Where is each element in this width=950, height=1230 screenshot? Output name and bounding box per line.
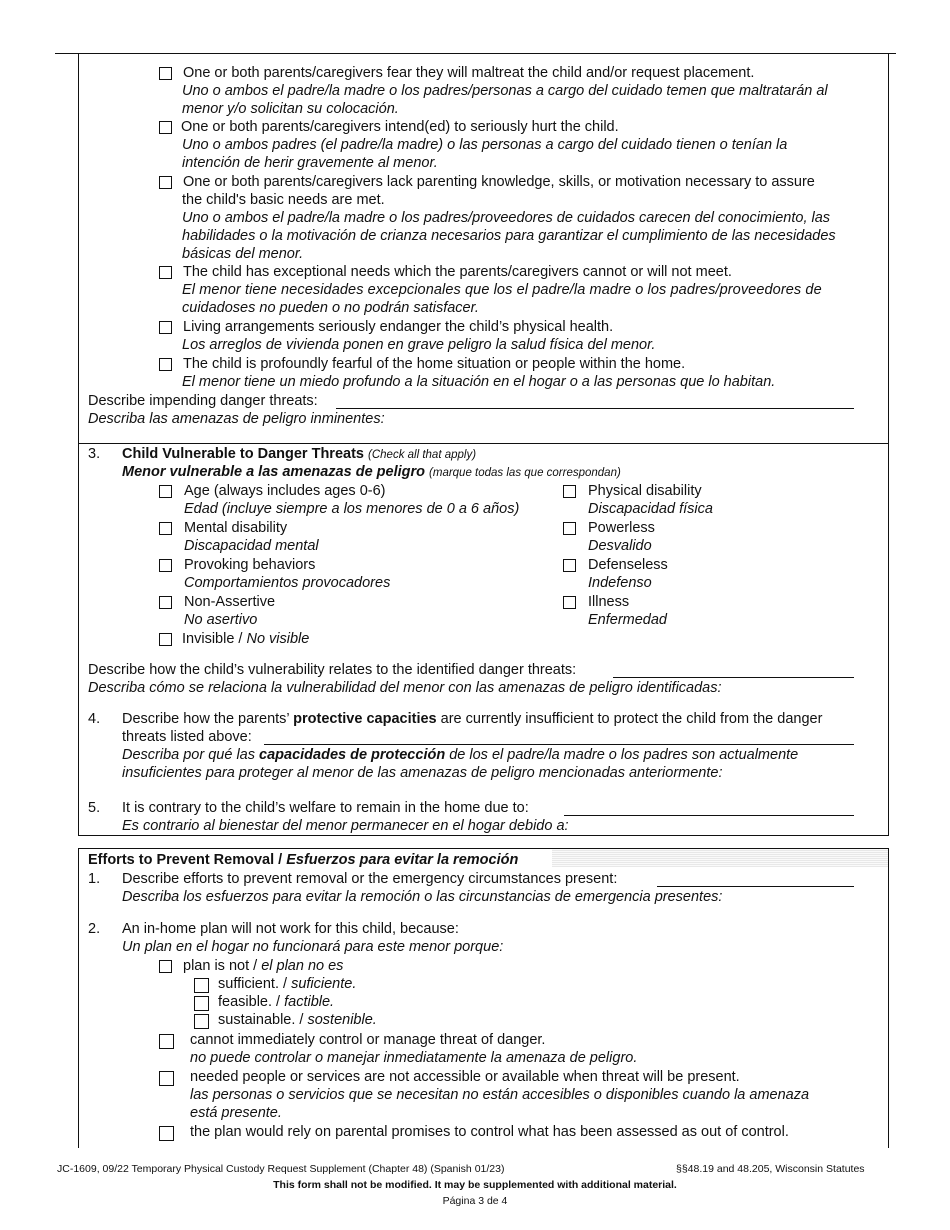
section5-es: Es contrario al bienestar del menor permanecer en el hogar debido a:: [122, 818, 569, 834]
fearful-text: The child is profoundly fearful of the home situation or people within the home.: [183, 356, 686, 372]
provoking-es: Comportamientos provocadores: [184, 575, 391, 591]
efforts-header: [88, 851, 518, 869]
protective-capacities-field[interactable]: [264, 744, 854, 745]
section4-text-2: threats listed above:: [122, 729, 252, 745]
checkbox-powerless[interactable]: [563, 522, 576, 535]
sufficient-es: suficiente.: [291, 976, 357, 992]
section4-en-c: are currently insufficient to protect the child from the danger: [440, 711, 823, 727]
checkbox-not-accessible[interactable]: [159, 1071, 174, 1086]
sufficient-en: sufficient. /: [218, 976, 288, 992]
page-top-rule: [55, 53, 896, 54]
checkbox-mental-disability[interactable]: [159, 522, 172, 535]
section4-es-1: [122, 746, 798, 764]
section4-es-a: Describa por qué las: [122, 747, 255, 763]
checkbox-fear-maltreat[interactable]: [159, 67, 172, 80]
checkbox-cannot-control[interactable]: [159, 1034, 174, 1049]
efforts-box-left: [78, 848, 79, 1148]
powerless-text: Powerless: [588, 520, 655, 536]
describe-vulnerability-field[interactable]: [613, 677, 854, 678]
invisible-text: [182, 630, 309, 648]
age-es: Edad (incluye siempre a los menores de 0 a 6 años): [184, 501, 520, 517]
fear-maltreat-es-1: Uno o ambos el padre/la madre o los padres/personas a cargo del cuidado temen que maltratarán al: [182, 83, 828, 99]
physical-disability-es: Discapacidad física: [588, 501, 713, 517]
section4-es-c: de los el padre/la madre o los padres son actualmente: [449, 747, 799, 763]
efforts-header-en: Efforts to Prevent Removal /: [88, 852, 283, 868]
cannot-control-text: cannot immediately control or manage threat of danger.: [190, 1032, 546, 1048]
efforts-q2-text: An in-home plan will not work for this child, because:: [122, 921, 459, 937]
footer-page-number: Página 3 de 4: [442, 1195, 508, 1207]
not-accessible-es-1: las personas o servicios que se necesitan no están accesibles o disponibles cuando la amenaza: [190, 1087, 810, 1103]
age-text: Age (always includes ages 0-6): [184, 483, 386, 499]
illness-es: Enfermedad: [588, 612, 667, 628]
intend-hurt-text: One or both parents/caregivers intend(ed) to seriously hurt the child.: [181, 119, 619, 135]
checkbox-provoking[interactable]: [159, 559, 172, 572]
not-accessible-text: needed people or services are not accessible or available when threat will be present.: [190, 1069, 740, 1085]
section3-title-es: [122, 463, 621, 482]
efforts-q1-number: 1.: [88, 871, 101, 887]
section3-title: [122, 445, 476, 464]
lack-knowledge-text-1: One or both parents/caregivers lack parenting knowledge, skills, or motivation necessary to assure: [183, 174, 815, 190]
intend-hurt-es-1: Uno o ambos padres (el padre/la madre) o las personas a cargo del cuidado tienen o tenían la: [182, 137, 788, 153]
checkbox-fearful[interactable]: [159, 358, 172, 371]
section5-number: 5.: [88, 800, 101, 816]
section3-title-es-text: Menor vulnerable a las amenazas de peligro: [122, 464, 425, 480]
sustainable-text: [218, 1011, 377, 1029]
feasible-es: factible.: [284, 994, 335, 1010]
living-arrangements-es: Los arreglos de vivienda ponen en grave peligro la salud física del menor.: [182, 337, 656, 353]
efforts-header-es: Esfuerzos para evitar la remoción: [286, 852, 519, 868]
checkbox-non-assertive[interactable]: [159, 596, 172, 609]
lack-knowledge-es-1: Uno o ambos el padre/la madre o los padres/proveedores de cuidados carecen del conocimiento, las: [182, 210, 831, 226]
provoking-text: Provoking behaviors: [184, 557, 316, 573]
section4-en-b: protective capacities: [293, 711, 437, 727]
describe-threats-label: Describe impending danger threats:: [88, 393, 318, 409]
powerless-es: Desvalido: [588, 538, 652, 554]
not-accessible-es-2: está presente.: [190, 1105, 282, 1121]
efforts-q1-field[interactable]: [657, 886, 854, 887]
intend-hurt-es-2: intención de herir gravemente al menor.: [182, 155, 438, 171]
checkbox-exceptional-needs[interactable]: [159, 266, 172, 279]
feasible-text: [218, 993, 334, 1011]
checkbox-parental-promises[interactable]: [159, 1126, 174, 1141]
mental-disability-es: Discapacidad mental: [184, 538, 319, 554]
efforts-box-right: [888, 848, 889, 1148]
efforts-q2-es: Un plan en el hogar no funcionará para este menor porque:: [122, 939, 504, 955]
defenseless-text: Defenseless: [588, 557, 668, 573]
section5-text: It is contrary to the child’s welfare to remain in the home due to:: [122, 800, 529, 816]
checkbox-physical-disability[interactable]: [563, 485, 576, 498]
describe-vulnerability-label: Describe how the child’s vulnerability relates to the identified danger threats:: [88, 662, 577, 678]
checkbox-lack-knowledge[interactable]: [159, 176, 172, 189]
footer-form-id: JC-1609, 09/22 Temporary Physical Custody Request Supplement (Chapter 48) (Spanish 01/23): [57, 1163, 505, 1175]
section-divider: [78, 443, 889, 444]
section3-number: 3.: [88, 446, 101, 462]
section3-title-text: Child Vulnerable to Danger Threats: [122, 446, 364, 462]
exceptional-needs-es-1: El menor tiene necesidades excepcionales que los el padre/la madre o los padres/proveedores de: [182, 282, 822, 298]
fear-maltreat-text: One or both parents/caregivers fear they will maltreat the child and/or request placement.: [183, 65, 755, 81]
footer-statutes: §§48.19 and 48.205, Wisconsin Statutes: [676, 1163, 865, 1175]
defenseless-es: Indefenso: [588, 575, 652, 591]
section4-number: 4.: [88, 711, 101, 727]
contrary-welfare-field[interactable]: [564, 815, 854, 816]
plan-not-en: plan is not /: [183, 958, 258, 974]
invisible-en: Invisible /: [182, 631, 243, 647]
lack-knowledge-es-3: básicas del menor.: [182, 246, 304, 262]
checkbox-sufficient[interactable]: [194, 978, 209, 993]
checkbox-illness[interactable]: [563, 596, 576, 609]
section4-en-a: Describe how the parents’: [122, 711, 290, 727]
sustainable-es: sostenible.: [307, 1012, 377, 1028]
efforts-header-bg: [552, 849, 888, 867]
feasible-en: feasible. /: [218, 994, 281, 1010]
non-assertive-text: Non-Assertive: [184, 594, 276, 610]
section4-es-b: capacidades de protección: [259, 747, 446, 763]
efforts-q1-es: Describa los esfuerzos para evitar la remoción o las circunstancias de emergencia presentes:: [122, 889, 723, 905]
checkbox-sustainable[interactable]: [194, 1014, 209, 1029]
sustainable-en: sustainable. /: [218, 1012, 304, 1028]
exceptional-needs-text: The child has exceptional needs which the parents/caregivers cannot or will not meet.: [183, 264, 732, 280]
efforts-q2-number: 2.: [88, 921, 101, 937]
describe-threats-es: Describa las amenazas de peligro inminentes:: [88, 411, 385, 427]
invisible-es: No visible: [246, 631, 310, 647]
box-left-border: [78, 54, 79, 836]
illness-text: Illness: [588, 594, 630, 610]
lack-knowledge-es-2: habilidades o la motivación de crianza necesarios para garantizar el cumplimiento de las necesidades: [182, 228, 836, 244]
checkbox-age[interactable]: [159, 485, 172, 498]
plan-not-text: [183, 957, 343, 975]
checkbox-defenseless[interactable]: [563, 559, 576, 572]
section3-title-note: (Check all that apply): [368, 449, 477, 461]
living-arrangements-text: Living arrangements seriously endanger the child’s physical health.: [183, 319, 614, 335]
lack-knowledge-text-2: the child's basic needs are met.: [182, 192, 385, 208]
sufficient-text: [218, 975, 356, 993]
box-bottom-border: [78, 835, 889, 836]
checkbox-plan-not[interactable]: [159, 960, 172, 973]
cannot-control-es: no puede controlar o manejar inmediatamente la amenaza de peligro.: [190, 1050, 638, 1066]
physical-disability-text: Physical disability: [588, 483, 702, 499]
describe-vulnerability-es: Describa cómo se relaciona la vulnerabilidad del menor con las amenazas de peligro identificadas:: [88, 680, 722, 696]
parental-promises-text: the plan would rely on parental promises to control what has been assessed as out of control.: [190, 1124, 789, 1140]
non-assertive-es: No asertivo: [184, 612, 258, 628]
mental-disability-text: Mental disability: [184, 520, 288, 536]
fearful-es: El menor tiene un miedo profundo a la situación en el hogar o a las personas que lo habitan.: [182, 374, 776, 390]
efforts-q1-text: Describe efforts to prevent removal or the emergency circumstances present:: [122, 871, 618, 887]
footer-notice: This form shall not be modified. It may be supplemented with additional material.: [273, 1179, 677, 1191]
section4-es-2: insuficientes para proteger al menor de las amenazas de peligro mencionadas anteriormente:: [122, 765, 723, 781]
exceptional-needs-es-2: cuidadoses no pueden o no podrán satisfacer.: [182, 300, 479, 316]
section3-title-es-note: (marque todas las que correspondan): [429, 467, 621, 479]
checkbox-intend-hurt[interactable]: [159, 121, 172, 134]
section4-text-1: [122, 710, 822, 728]
plan-not-es: el plan no es: [261, 958, 344, 974]
box-right-border: [888, 54, 889, 836]
checkbox-living-arrangements[interactable]: [159, 321, 172, 334]
describe-threats-field[interactable]: [336, 408, 854, 409]
checkbox-feasible[interactable]: [194, 996, 209, 1011]
checkbox-invisible[interactable]: [159, 633, 172, 646]
fear-maltreat-es-2: menor y/o solicitan su colocación.: [182, 101, 399, 117]
